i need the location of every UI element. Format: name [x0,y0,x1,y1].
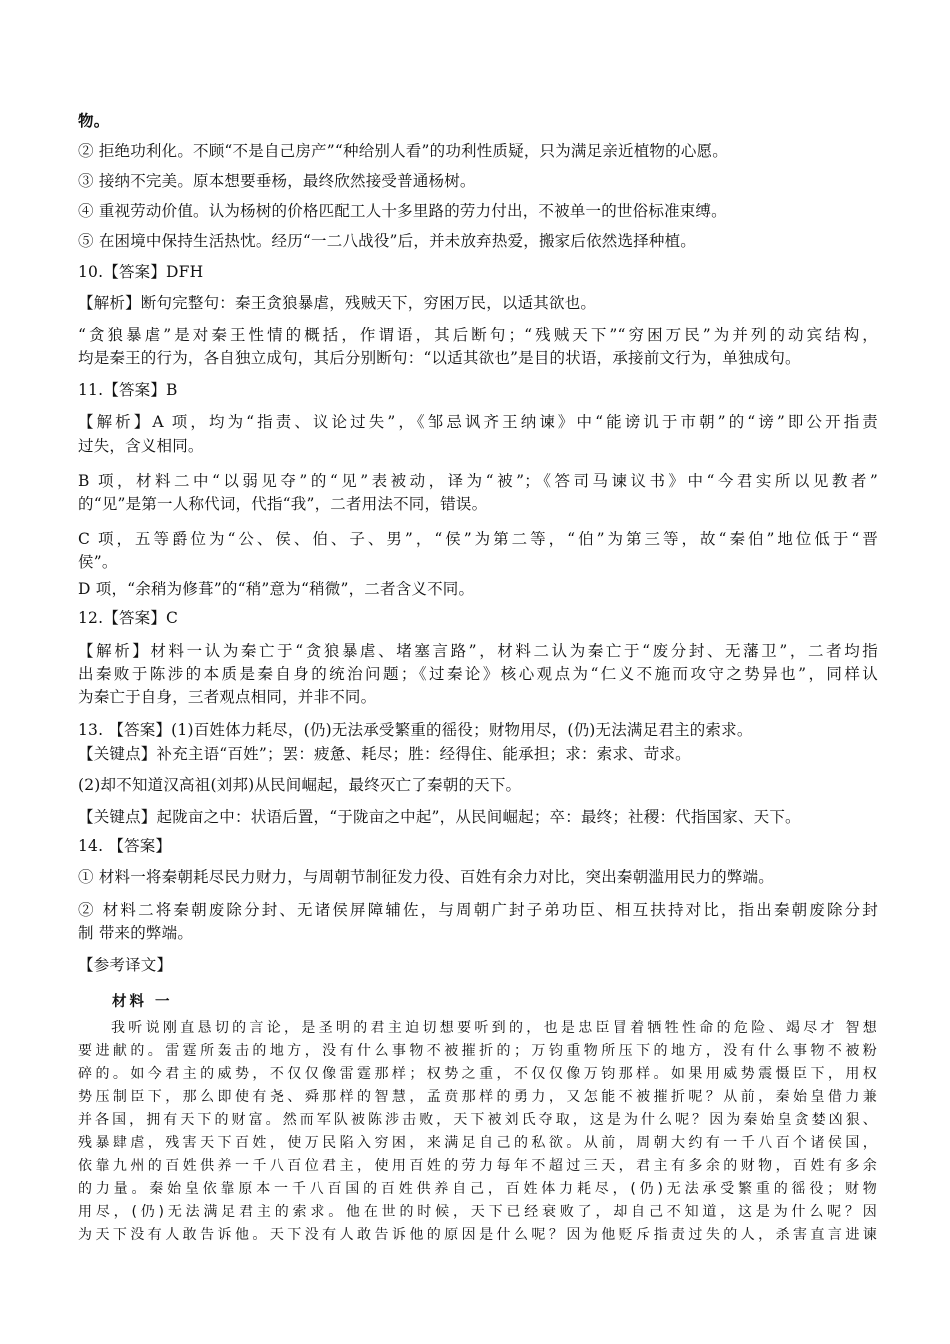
translation-line: 势压制臣下，那么即使有尧、舜那样的智慧，孟贲那样的勇力，又怎能不被摧折呢？从前，秦始皇借力兼 [78,1089,878,1105]
translation-line: 要进献的。雷霆所轰击的地方，没有什么事物不被摧折的；万钧重物所压下的地方，没有什么事物不被粉 [78,1043,878,1059]
answer-point-4: ④ 重视劳动价值。认为杨树的价格匹配工人十多里路的劳力付出，不被单一的世俗标准束缚。 [78,202,727,220]
translation-line: 的力量。秦始皇依靠原本一千八百国的百姓供养自己，百姓体力耗尽，(仍)无法承受繁重的徭役；财物 [78,1181,878,1197]
q11-analysis-c-cont: 侯”。 [78,553,118,571]
q11-analysis-d: D 项，“余稍为修葺”的“稍”意为“稍微”，二者含义不同。 [78,580,475,598]
q12-analysis-line: 出秦败于陈涉的本质是秦自身的统治问题；《过秦论》核心观点为“仁义不施而攻守之势异也”，同样认 [78,665,878,683]
q14-point-2: ② 材料二将秦朝废除分封、无诸侯屏障辅佐，与周朝广封子弟功臣、相互扶持对比，指出秦朝废除分封 [78,901,878,919]
q10-analysis-line: 均是秦王的行为，各自独立成句，其后分别断句：“以适其欲也”是目的状语，承接前文行为，单独成句。 [78,349,801,367]
q13-answer-2: (2)却不知道汉高祖(刘邦)从民间崛起，最终灭亡了秦朝的天下。 [78,776,522,794]
translation-line: 残暴肆虐，残害天下百姓，使万民陷入穷困，来满足自己的私欲。从前，周朝大约有一千八百个诸侯国， [78,1135,878,1151]
answer-continuation: 物。 [78,111,110,130]
answer-point-3: ③ 接纳不完美。原本想要垂杨，最终欣然接受普通杨树。 [78,172,476,190]
q14-answer: 14. 【答案】 [78,837,172,855]
translation-line: 依靠九州的百姓供养一千八百位君主，使用百姓的劳力每年不超过三天，君主有多余的财物，百姓有多余 [78,1158,878,1174]
translation-heading: 材料 一 [112,994,173,1010]
translation-title: 【参考译文】 [78,956,173,974]
translation-line: 并各国，拥有天下的财富。然而军队被陈涉击败，天下被刘氏夺取，这是为什么呢？因为秦始皇贪婪凶狠、 [78,1112,878,1128]
q11-answer: 11.【答案】B [78,381,178,399]
q12-analysis: 【解析】材料一认为秦亡于“贪狼暴虐、堵塞言路”，材料二认为秦亡于“废分封、无藩卫”，二者均指 [78,642,878,660]
q11-analysis-a-cont: 过失，含义相同。 [78,437,204,455]
q10-analysis: 【解析】断句完整句：秦王贪狼暴虐，残贼天下，穷困万民，以适其欲也。 [78,294,597,312]
translation-line: 我听说刚直恳切的言论，是圣明的君主迫切想要听到的，也是忠臣冒着牺牲性命的危险、竭尽才 智想 [111,1020,878,1036]
translation-line: 用尽，(仍)无法满足君主的索求。他在世的时候，天下已经衰败了，却自己不知道，这是为什么呢？因 [78,1204,878,1220]
q11-analysis-a: 【解析】A 项，均为“指责、议论过失”，《邹忌讽齐王纳谏》中“能谤讥于市朝”的“谤”即公开指责 [78,413,878,431]
q12-analysis-line: 为秦亡于自身，三者观点相同，并非不同。 [78,688,377,706]
q11-analysis-b: B 项，材料二中“以弱见夺”的“见”表被动，译为“被”；《答司马谏议书》中“今君实所以见教者” [78,472,878,490]
q14-point-2-cont: 制 带来的弊端。 [78,924,194,942]
answer-point-5: ⑤ 在困境中保持生活热忱。经历“一二八战役”后，并未放弃热爱，搬家后依然选择种植。 [78,232,696,250]
q10-analysis-line: “贪狼暴虐”是对秦王性情的概括，作谓语，其后断句；“残贼天下”“穷困万民”为并列的动宾结构， [78,326,878,344]
answer-point-2: ② 拒绝功利化。不顾“不是自己房产”“种给别人看”的功利性质疑，只为满足亲近植物的心愿。 [78,142,728,160]
q14-point-1: ① 材料一将秦朝耗尽民力财力，与周朝节制征发力役、百姓有余力对比，突出秦朝滥用民力的弊端。 [78,868,774,886]
translation-line: 为天下没有人敢告诉他。天下没有人敢告诉他的原因是什么呢？因为他贬斥指责过失的人，杀害直言进谏 [78,1227,878,1243]
q13-answer-1: 13. 【答案】(1)百姓体力耗尽，(仍)无法承受繁重的徭役；财物用尽，(仍)无法满足君主的索求。 [78,721,753,739]
q11-analysis-b-cont: 的“见”是第一人称代词，代指“我”，二者用法不同，错误。 [78,495,488,513]
q13-keypoint-2: 【关键点】起陇亩之中：状语后置，“于陇亩之中起”，从民间崛起；卒：最终；社稷：代指国家、天下。 [78,808,801,826]
q11-analysis-c: C 项，五等爵位为“公、侯、伯、子、男”，“侯”为第二等，“伯”为第三等，故“秦伯”地位低于“晋 [78,530,878,548]
q12-answer: 12.【答案】C [78,609,179,627]
translation-line: 碎的。如今君主的威势，不仅仅像雷霆那样；权势之重，不仅仅像万钧那样。如果用威势震慑臣下，用权 [78,1066,878,1082]
q10-answer: 10.【答案】DFH [78,263,204,281]
q13-keypoint-1: 【关键点】补充主语“百姓”；罢：疲惫、耗尽；胜：经得住、能承担；求：索求、苛求。 [78,745,691,763]
